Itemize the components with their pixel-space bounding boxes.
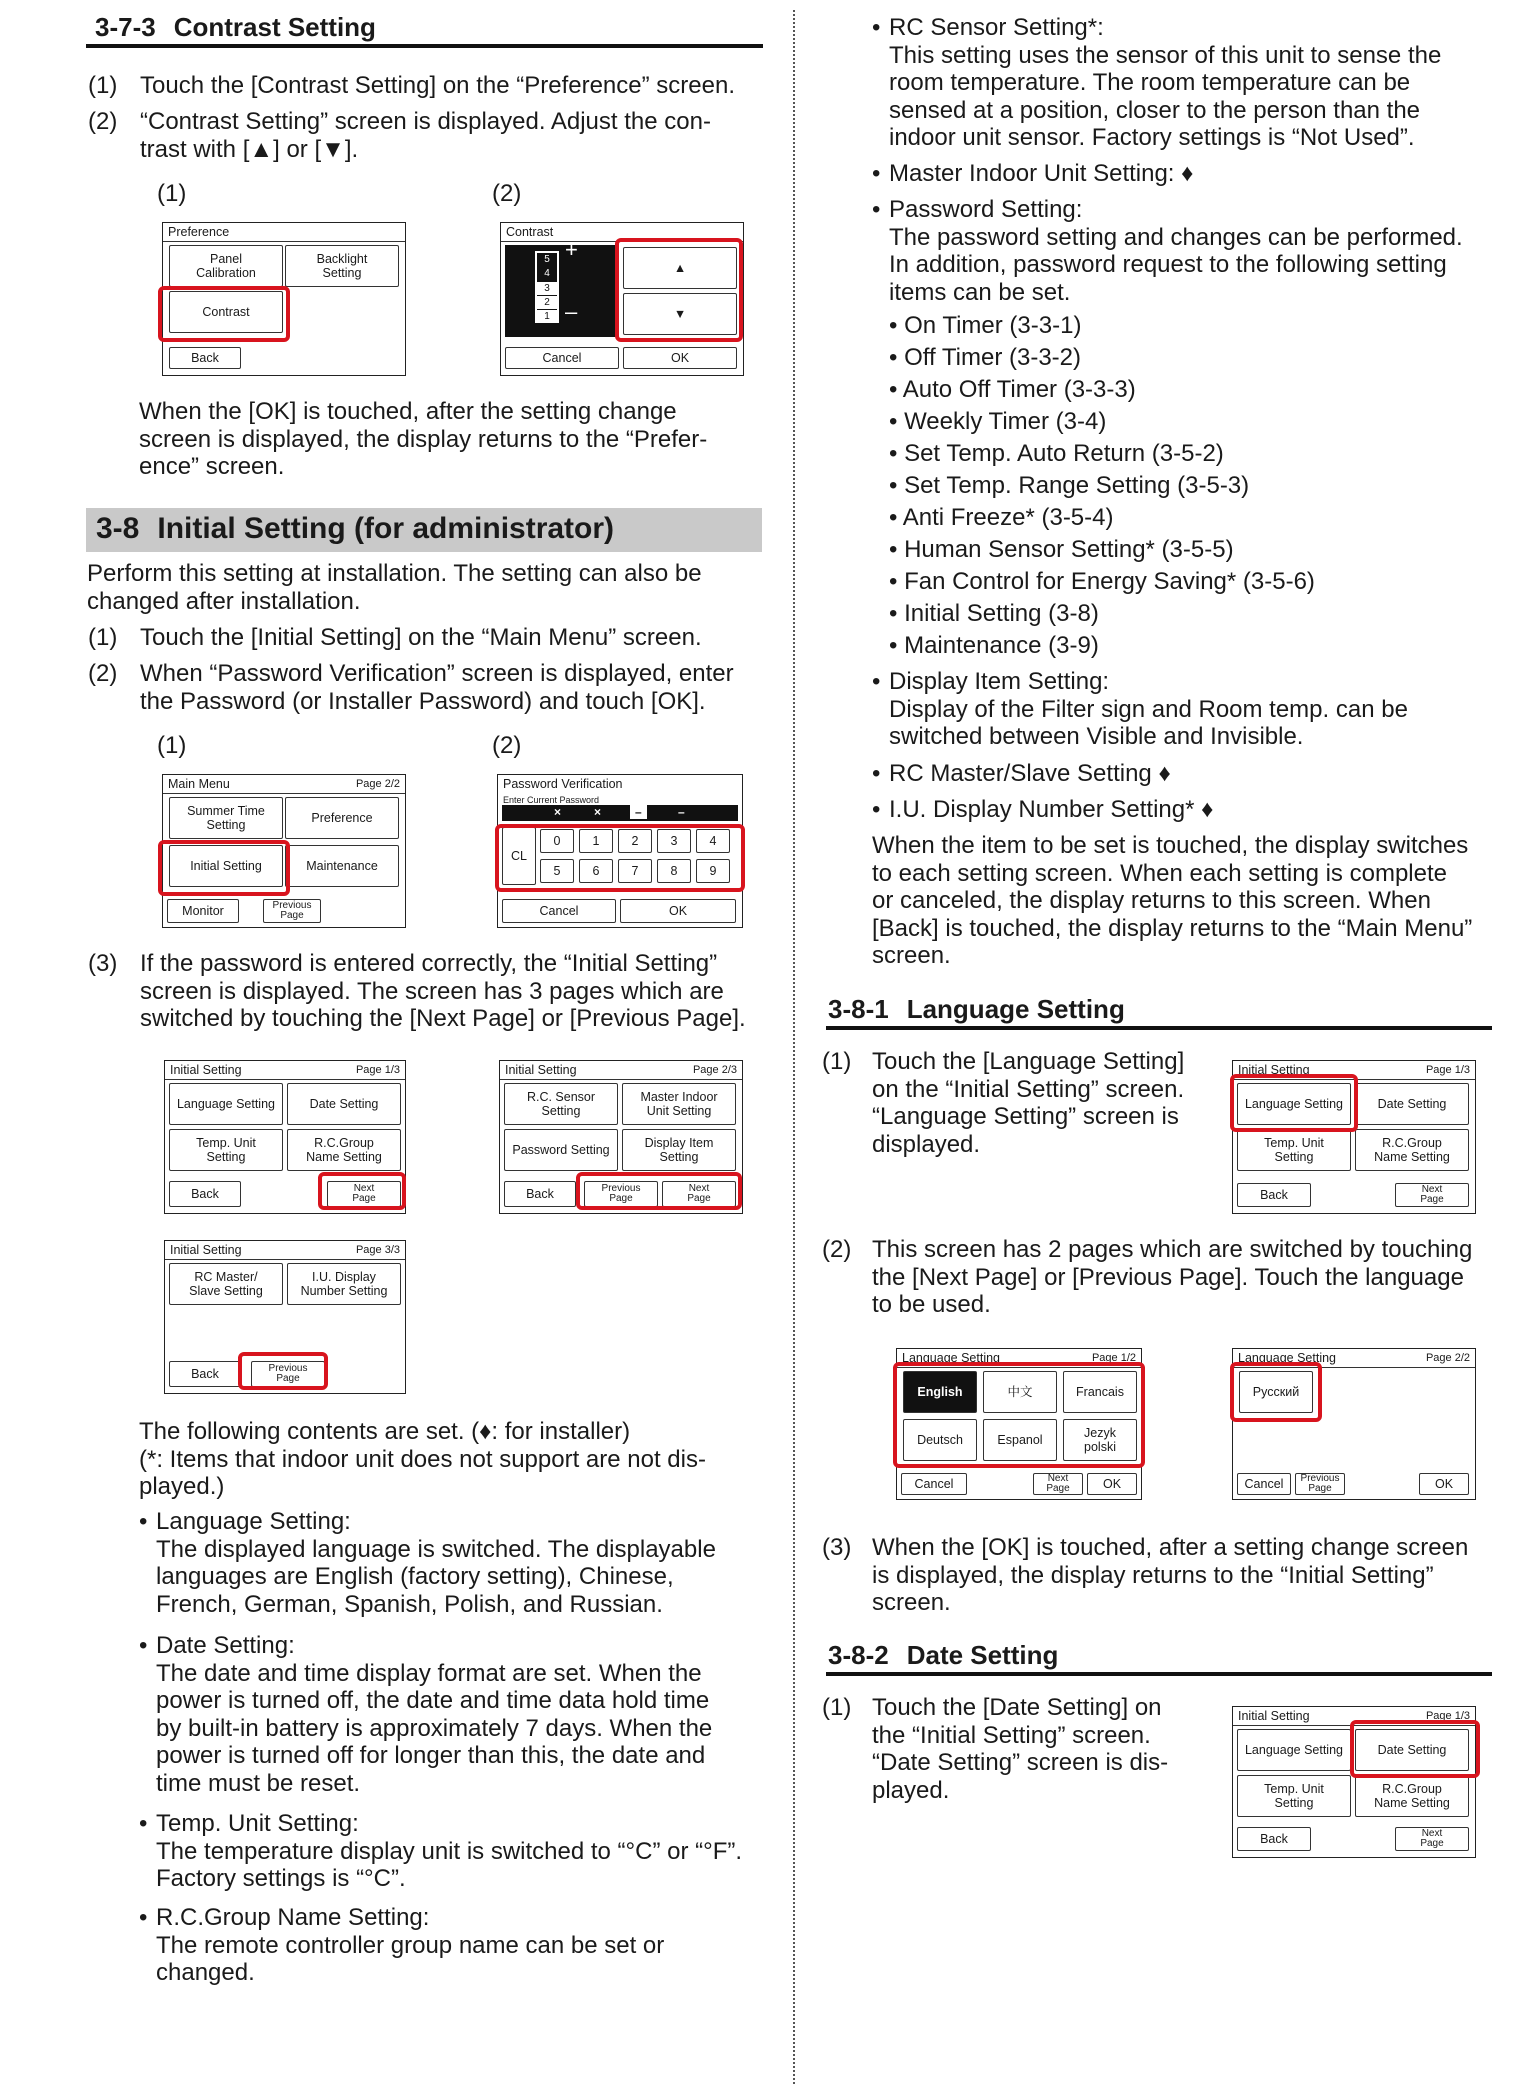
section-3-8-1-heading: 3-8-1 Language Setting [828, 994, 1125, 1024]
list-item: • Anti Freeze* (3-5-4) [889, 504, 1114, 531]
bullet-rc-sensor: • RC Sensor Setting*: This setting uses the sensor of this unit to sense the room temperature. The room temperature can be sensed at a position, closer to the person than the indoor unit sensor. Factory settings is “Not Used”. [872, 14, 1442, 151]
caption-2b: (2) [492, 732, 522, 759]
initial-setting-button[interactable]: Initial Setting [169, 845, 283, 887]
previous-page-button[interactable]: Previous Page [584, 1181, 658, 1207]
list-item: • Off Timer (3-3-2) [889, 344, 1081, 371]
page-indicator: Page 1/3 [1425, 1710, 1470, 1722]
s381-step-3: (3) When the [OK] is touched, after a setting change screen is displayed, the display returns to the “Initial Setting” screen. [822, 1534, 1469, 1616]
ok-button[interactable]: OK [1419, 1473, 1469, 1495]
caption-1: (1) [157, 180, 187, 207]
bullet-display-item: • Display Item Setting: Display of the Filter sign and Room temp. can be switched between Visible and Invisible. [872, 668, 1408, 750]
date-setting-button[interactable]: Date Setting [1355, 1083, 1469, 1125]
screen-title: Initial Setting [505, 1063, 577, 1077]
cancel-button[interactable]: Cancel [1237, 1473, 1291, 1495]
s381-step-2: (2) This screen has 2 pages which are switched by touching the [Next Page] or [Previous Page]. Touch the language to be used. [822, 1236, 1473, 1318]
key-2[interactable]: 2 [618, 829, 652, 853]
screen-title: Language Setting [1238, 1351, 1337, 1365]
s38-step-3: (3) If the password is entered correctly, the “Initial Setting” screen is displayed. The screen has 3 pages which are switched by touching the [Next Page] or [Previous Page]. [88, 950, 746, 1032]
password-items-list [889, 310, 1509, 662]
highlight-previous-page [238, 1352, 328, 1390]
highlight-initial-setting [158, 840, 290, 896]
ok-note: When the [OK] is touched, after the setting change screen is displayed, the display returns to the “Prefer- ence” screen. [139, 398, 708, 480]
preference-button[interactable]: Preference [285, 797, 399, 839]
language-french[interactable]: Francais [1063, 1371, 1137, 1413]
next-page-button[interactable]: Next Page [1395, 1827, 1469, 1851]
language-setting-button[interactable]: Language Setting [1237, 1729, 1351, 1771]
key-5[interactable]: 5 [540, 859, 574, 883]
down-button[interactable]: ▼ [623, 293, 737, 335]
language-russian[interactable]: Русский [1239, 1371, 1313, 1413]
language-spanish[interactable]: Espanol [983, 1419, 1057, 1461]
language-setting-button[interactable]: Language Setting [169, 1083, 283, 1125]
highlight-russian [1230, 1362, 1322, 1422]
list-item: • Maintenance (3-9) [889, 632, 1099, 659]
key-7[interactable]: 7 [618, 859, 652, 883]
contrast-gauge: 5 4 3 2 1 + – [505, 245, 619, 337]
highlight-next-page [318, 1172, 406, 1210]
rc-group-name-button[interactable]: R.C.Group Name Setting [1355, 1129, 1469, 1171]
list-item: • On Timer (3-3-1) [889, 312, 1082, 339]
language-setting-button[interactable]: Language Setting [1237, 1083, 1351, 1125]
clear-button[interactable]: CL [502, 827, 536, 885]
up-button[interactable]: ▲ [623, 247, 737, 289]
language-german[interactable]: Deutsch [903, 1419, 977, 1461]
date-setting-button[interactable]: Date Setting [1355, 1729, 1469, 1771]
bullet-password: • Password Setting: The password setting and changes can be performed. In addition, password request to the following setting items can be set. [872, 196, 1463, 306]
heading-rule [826, 1672, 1492, 1676]
password-setting-button[interactable]: Password Setting [504, 1129, 618, 1171]
screen-title: Initial Setting [170, 1243, 242, 1257]
column-divider [793, 10, 795, 2084]
master-indoor-button[interactable]: Master Indoor Unit Setting [622, 1083, 736, 1125]
key-8[interactable]: 8 [657, 859, 691, 883]
heading-rule [826, 1026, 1492, 1030]
screen-title: Preference [168, 225, 230, 239]
ok-button[interactable]: OK [620, 899, 736, 923]
back-button[interactable]: Back [169, 347, 241, 369]
section-3-7-3-heading: 3-7-3 Contrast Setting [95, 12, 376, 42]
bullet-temp-unit: • Temp. Unit Setting: The temperature display unit is switched to “°C” or “°F”. Factory settings is “°C”. [139, 1810, 743, 1892]
key-9[interactable]: 9 [696, 859, 730, 883]
s38-step-2: (2) When “Password Verification” screen is displayed, enter the Password (or Installer Password) and touch [OK]. [88, 660, 734, 715]
previous-page-button[interactable]: Previous Page [1295, 1473, 1345, 1495]
section-3-8-2-heading: 3-8-2 Date Setting [828, 1640, 1059, 1670]
ok-button[interactable]: OK [1087, 1473, 1137, 1495]
temp-unit-button[interactable]: Temp. Unit Setting [1237, 1775, 1351, 1817]
list-item: • Fan Control for Energy Saving* (3-5-6) [889, 568, 1315, 595]
list-item: • Set Temp. Range Setting (3-5-3) [889, 472, 1250, 499]
next-page-button[interactable]: Next Page [327, 1181, 401, 1207]
contrast-button[interactable]: Contrast [169, 291, 283, 333]
language-polish[interactable]: Jezyk polski [1063, 1419, 1137, 1461]
back-button[interactable]: Back [1237, 1183, 1311, 1207]
bullet-master-indoor: • Master Indoor Unit Setting: ♦ [872, 160, 1194, 187]
bullet-language: • Language Setting: The displayed language is switched. The displayable languages are English (factory setting), Chinese, French, German, Spanish, Polish, and Russian. [139, 1508, 716, 1618]
previous-page-button[interactable]: Previous Page [251, 1361, 325, 1387]
list-item: • Weekly Timer (3-4) [889, 408, 1107, 435]
page-indicator: Page 2/2 [1425, 1352, 1470, 1364]
maintenance-button[interactable]: Maintenance [285, 845, 399, 887]
page-indicator: Page 2/2 [355, 778, 400, 790]
rc-group-name-button[interactable]: R.C.Group Name Setting [1355, 1775, 1469, 1817]
s38-step-1: (1) Touch the [Initial Setting] on the “Main Menu” screen. [88, 624, 702, 651]
next-page-button[interactable]: Next Page [662, 1181, 736, 1207]
key-0[interactable]: 0 [540, 829, 574, 853]
screen-title: Password Verification [503, 777, 623, 791]
rc-sensor-button[interactable]: R.C. Sensor Setting [504, 1083, 618, 1125]
previous-page-button[interactable]: Previous Page [263, 899, 321, 923]
next-page-button[interactable]: Next Page [1033, 1473, 1083, 1495]
cancel-button[interactable]: Cancel [502, 899, 616, 923]
password-field: × × – – [502, 805, 738, 821]
highlight-language-setting [1230, 1074, 1358, 1132]
language-chinese[interactable]: 中文 [983, 1371, 1057, 1413]
page-indicator: Page 1/3 [1425, 1064, 1470, 1076]
back-button[interactable]: Back [169, 1361, 241, 1387]
temp-unit-button[interactable]: Temp. Unit Setting [169, 1129, 283, 1171]
key-1[interactable]: 1 [579, 829, 613, 853]
s382-step-1: (1) Touch the [Date Setting] on the “Initial Setting” screen. “Date Setting” screen is dis- played. [822, 1694, 1169, 1804]
screen-title: Language Setting [902, 1351, 1001, 1365]
monitor-button[interactable]: Monitor [167, 899, 239, 923]
iu-display-number-button[interactable]: I.U. Display Number Setting [287, 1263, 401, 1305]
password-subtitle: Enter Current Password [503, 795, 600, 805]
page-indicator: Page 1/2 [1091, 1352, 1136, 1364]
page-indicator: Page 2/3 [692, 1064, 737, 1076]
caption-1b: (1) [157, 732, 187, 759]
key-4[interactable]: 4 [696, 829, 730, 853]
language-english[interactable]: English [903, 1371, 977, 1413]
key-6[interactable]: 6 [579, 859, 613, 883]
item-note: When the item to be set is touched, the display switches to each setting screen. When each setting is complete or canceled, the display returns to this screen. When [Back] is touched, the display returns to the “Main Menu” screen. [872, 832, 1473, 969]
s381-step-1: (1) Touch the [Language Setting] on the “Initial Setting” screen. “Language Setting” screen is displayed. [822, 1048, 1185, 1158]
list-item: • Auto Off Timer (3-3-3) [889, 376, 1136, 403]
ok-button[interactable]: OK [623, 347, 737, 369]
display-item-button[interactable]: Display Item Setting [622, 1129, 736, 1171]
list-item: • Human Sensor Setting* (3-5-5) [889, 536, 1234, 563]
highlight-date-setting [1350, 1720, 1480, 1778]
screen-title: Initial Setting [1238, 1709, 1310, 1723]
screen-title: Contrast [506, 225, 554, 239]
cancel-button[interactable]: Cancel [901, 1473, 967, 1495]
rc-master-slave-button[interactable]: RC Master/ Slave Setting [169, 1263, 283, 1305]
list-item: • Set Temp. Auto Return (3-5-2) [889, 440, 1224, 467]
cancel-button[interactable]: Cancel [505, 347, 619, 369]
summer-time-button[interactable]: Summer Time Setting [169, 797, 283, 839]
key-3[interactable]: 3 [657, 829, 691, 853]
bullet-rc-group: • R.C.Group Name Setting: The remote controller group name can be set or changed. [139, 1904, 665, 1986]
next-page-button[interactable]: Next Page [1395, 1183, 1469, 1207]
screen-title: Initial Setting [1238, 1063, 1310, 1077]
panel-calibration-button[interactable]: Panel Calibration [169, 245, 283, 287]
highlight-language-grid [893, 1362, 1145, 1468]
backlight-setting-button[interactable]: Backlight Setting [285, 245, 399, 287]
heading-rule [86, 44, 763, 48]
highlight-keypad [495, 824, 745, 892]
screen-title: Main Menu [168, 777, 230, 791]
contents-note: The following contents are set. (♦: for installer) (*: Items that indoor unit does not support are not dis- played.) [139, 1418, 706, 1500]
bullet-rc-master-slave: • RC Master/Slave Setting ♦ [872, 760, 1171, 787]
back-button[interactable]: Back [169, 1181, 241, 1207]
temp-unit-button[interactable]: Temp. Unit Setting [1237, 1129, 1351, 1171]
bullet-iu-display: • I.U. Display Number Setting* ♦ [872, 796, 1214, 823]
rc-group-name-button[interactable]: R.C.Group Name Setting [287, 1129, 401, 1171]
screen-title: Initial Setting [170, 1063, 242, 1077]
section-3-8-intro: Perform this setting at installation. The setting can also be changed after installation. [87, 560, 702, 615]
highlight-page-buttons [576, 1172, 742, 1210]
highlight-contrast [158, 286, 290, 342]
section-3-8-heading: 3-8 Initial Setting (for administrator) [86, 508, 762, 552]
bullet-date: • Date Setting: The date and time display format are set. When the power is turned off, the date and time data hold time by built-in battery is approximately 7 days. When the power is turned off for longer than this, the date and time must be reset. [139, 1632, 713, 1797]
step-2: (2) “Contrast Setting” screen is displayed. Adjust the con- trast with [▲] or [▼]. [88, 108, 711, 163]
page-indicator: Page 3/3 [355, 1244, 400, 1256]
back-button[interactable]: Back [504, 1181, 576, 1207]
back-button[interactable]: Back [1237, 1827, 1311, 1851]
date-setting-button[interactable]: Date Setting [287, 1083, 401, 1125]
list-item: • Initial Setting (3-8) [889, 600, 1099, 627]
highlight-arrows [615, 238, 743, 342]
caption-2: (2) [492, 180, 522, 207]
page-indicator: Page 1/3 [355, 1064, 400, 1076]
